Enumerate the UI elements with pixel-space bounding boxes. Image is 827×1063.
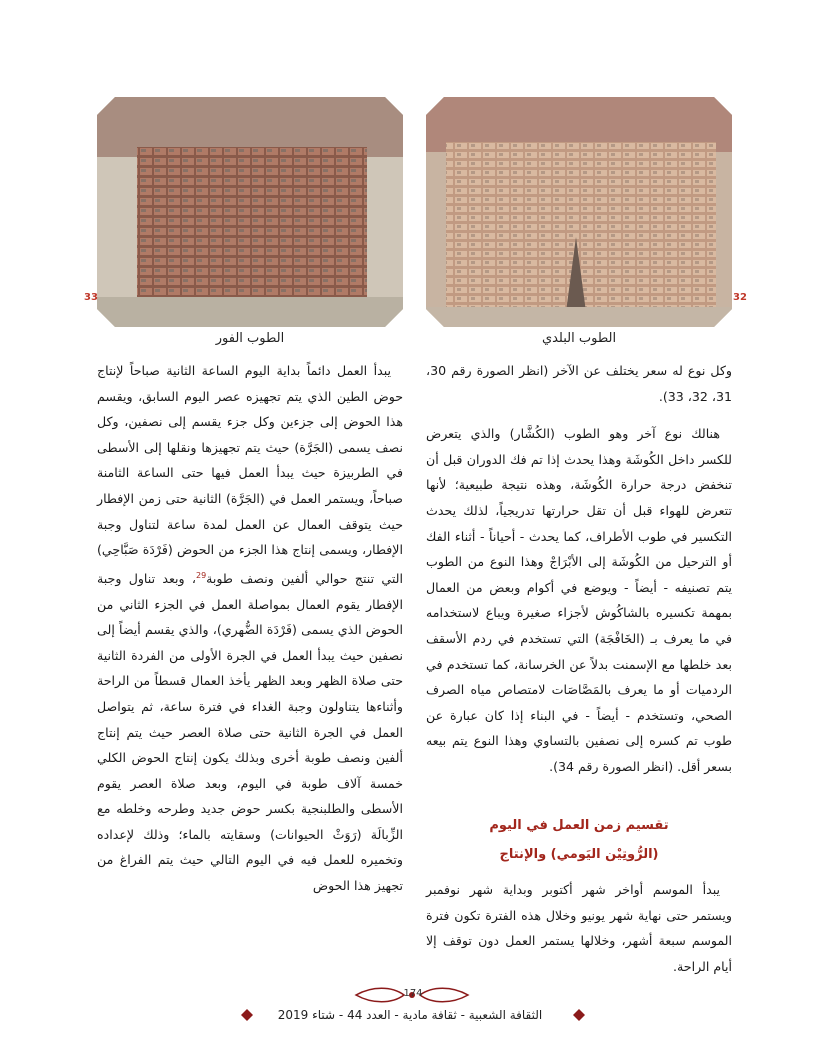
left-paragraph-part-1: يبدأ العمل دائماً بداية اليوم الساعة الثانية صباحاً لإنتاج حوض الطين الذي يتم تجهيزه عصر اليوم السابق، ويقسم هذا الحوض إلى جزءين وكل جزء يقسم إلى نصفين، وكل نصف يسمى (الجَرَّة) حيث يتم تجهيزها ونقلها إلى الأسطى في الطربيزة حيث يبدأ العمل فيها حتى الساعة الثامنة صباحاً، ويستمر العمل في (الجَرَّة) الثانية حتى زمن الإفطار حيث يتوقف العمال عن العمل لمدة ساعة لتناول وجبة الإفطار، ويسمى إنتاج هذا الجزء من الحوض (فَرْدَة صَبَّاحِي) التي تنتج حوالي ألفين ونصف طوبة <box>97 363 404 586</box>
caption-left: الطوب الفور <box>215 331 285 346</box>
left-paragraph <box>97 358 403 899</box>
photo-number-left: 33 <box>84 292 98 303</box>
right-paragraph-1: وكل نوع له سعر يختلف عن الآخر (انظر الصورة رقم 30، 31، 32، 33). <box>426 363 732 404</box>
right-paragraph-2: هنالك نوع آخر وهو الطوب (الكُشَّار) والذي يتعرض للكسر داخل الكُوشَة وهذا يحدث إذا تم فك الدوران قبل أن تنخفض درجة حرارة الكُوشَة، وهذه نتيجة طبيعية؛ لأنها تتعرض للهواء قبل أن تقل حرارتها تدريجياً، لذلك يحدث التكسير في طوب الأطراف، كما يحدث - أحياناً - أثناء الفك أو الترحيل من الكُوشَة إلى الأبْرَاجْ وهذا النوع من الطوب يتم تصنيفه - أيضاً - ويوضع في أكوام وبعض من العمال بمهمة تكسيره بالشاكُوش لأجزاء صغيرة ويباع لاستخدامه في ما يعرف بـ (الخَافْجَة) التي تستخدم في ردم الأسقف بعد خلطها مع الإسمنت بدلاً عن الخرسانة، كما تستخدم في الردميات أو ما يعرف بالمَصَّاصَات لامتصاص مياه الصرف الصحي، وتستخدم - أيضاً - في البناء إذا كان عبارة عن طوب تم كسره إلى نصفين بالتساوي وهذا النوع يتم بيعه بسعر أقل. (انظر الصورة رقم 34). <box>426 426 732 774</box>
left-paragraph-part-2: ، وبعد تناول وجبة الإفطار يقوم العمال بمواصلة العمل في الجزء الثاني من الحوض الذي يسمى (فَرْدَة الضُّهري)، والذي يقسم أيضاً إلى نصفين حيث يبدأ العمل في الجرة الأولى من الفردة الثانية حتى صلاة الظهر وبعد الظهر يأخذ العمال قسطاً من الراحة وأثناءها يتناولون وجبة الغداء في فترة ساعة، ثم يتواصل العمل في الجرة الثانية حتى صلاة العصر حيث يتم إنتاج ألفين ونصف طوبة أخرى وبذلك يكون إنتاج الحوض الكلي خمسة آلاف طوبة في اليوم، وبعد صلاة العصر يقوم الأسطى والطلبنجية بكسر حوض جديد وطرحه وخلطه مع الزِّبالَة (رَوَثْ الحيوانات) وسقايته بالماء؛ وذلك لإعداده وتخميره للعمل فيه في اليوم التالي حيث يتم الفراغ من تجهيز هذا الحوض <box>97 570 403 894</box>
footnote-marker: 29 <box>195 570 207 580</box>
caption-right: الطوب البلدي <box>541 331 617 346</box>
photo-local-bricks <box>426 97 732 327</box>
right-bottom-paragraph: يبدأ الموسم أواخر شهر أكتوبر وبداية شهر نوفمبر ويستمر حتى نهاية شهر يونيو وخلال هذه الفترة تكون فترة الموسم سبعة أشهر، وخلالها يستمر العمل دون توقف إلا أيام الراحة. <box>426 882 732 974</box>
section-heading: تقسيم زمن العمل في اليوم <box>489 818 669 833</box>
page-number: 174 <box>403 988 423 999</box>
right-bottom-paragraph-block <box>426 877 732 979</box>
left-column <box>97 358 403 899</box>
photo-number-right: 32 <box>733 292 747 303</box>
right-column <box>426 358 732 780</box>
section-subheading: (الرُّوتِيْن اليَومي) والإنتاج <box>499 847 659 862</box>
footer-ornament-right-icon <box>572 1008 586 1022</box>
photo-fired-bricks <box>97 97 403 327</box>
footer-text: الثقافة الشعبية - ثقافة مادية - العدد 44 - شتاء 2019 <box>277 1008 543 1022</box>
